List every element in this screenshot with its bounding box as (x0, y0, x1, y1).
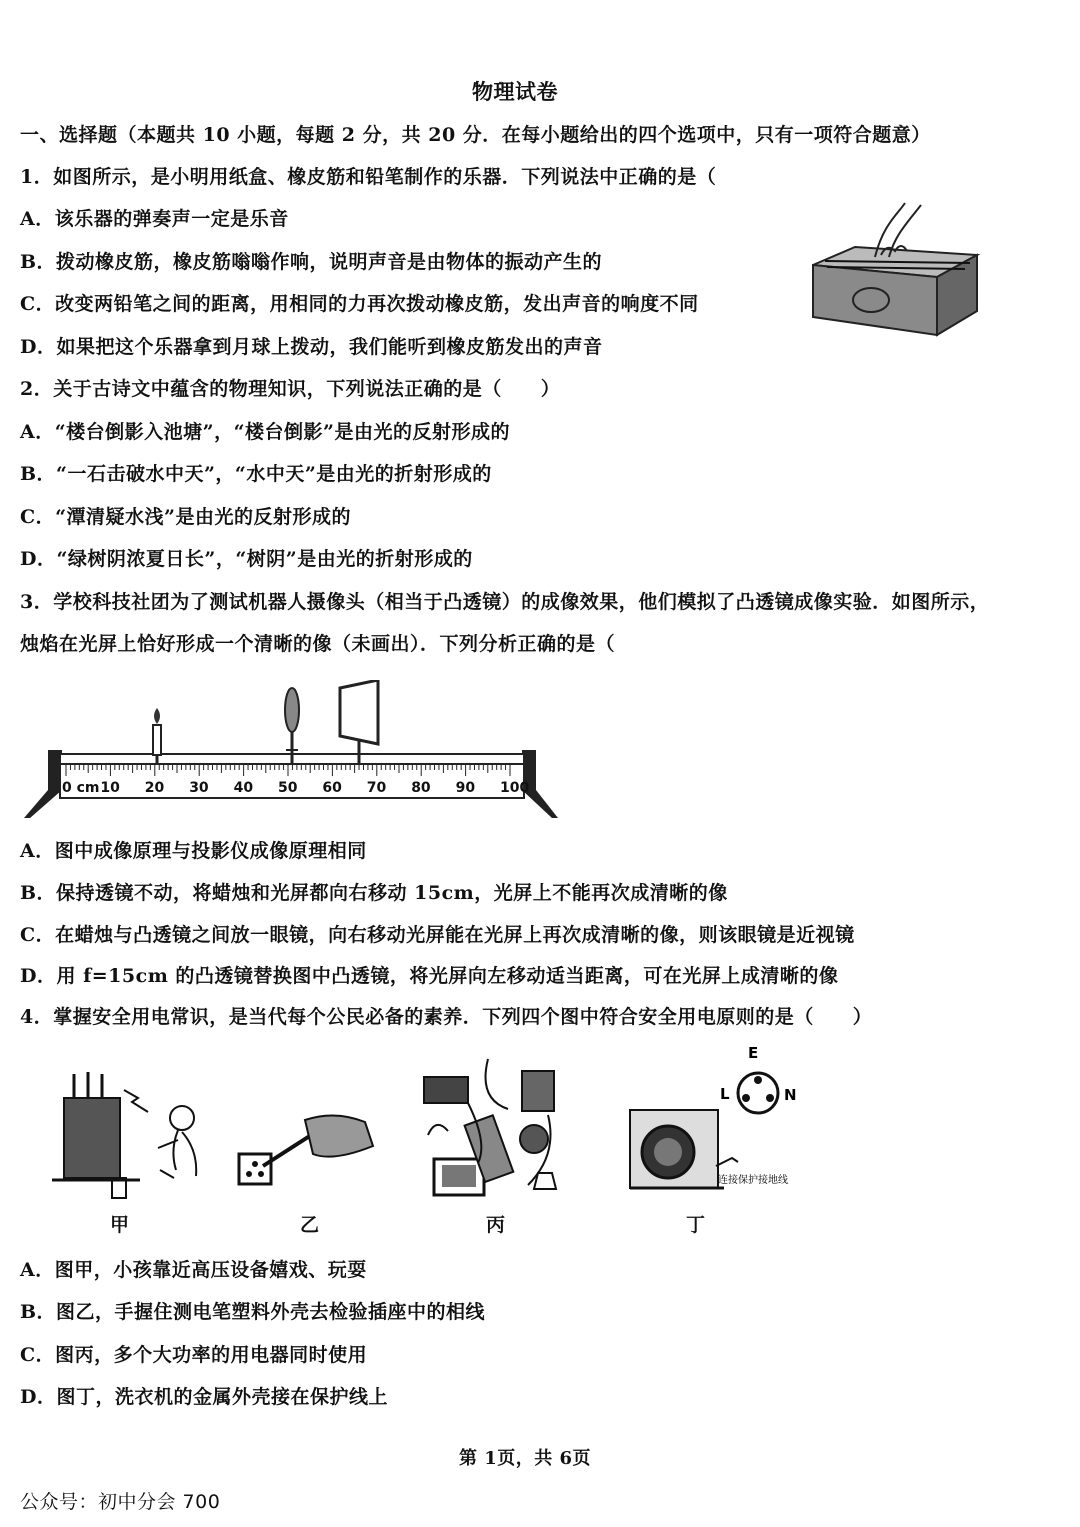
watermark: 公众号：初中分会 700 (20, 1491, 221, 1513)
ruler-label: 70 (366, 780, 387, 796)
convex-lens (285, 688, 299, 764)
question-4-stem: 4．掌握安全用电常识，是当代每个公民必备的素养．下列四个图中符合安全用电原则的是（ ） (20, 1006, 873, 1028)
instrument-box-figure (805, 195, 985, 345)
ruler-label: 50 (278, 780, 298, 796)
page-footer: 第 1页，共 6页 (458, 1448, 592, 1469)
q1-option-a: A．该乐器的弹奏声一定是乐音 (20, 208, 289, 230)
ruler-label: 30 (189, 780, 209, 796)
caption-bing: 丙 (486, 1214, 506, 1236)
ruler-label: 40 (233, 780, 254, 796)
q2-option-b: B．“一石击破水中天”，“水中天”是由光的折射形成的 (20, 463, 492, 485)
light-screen (340, 680, 378, 764)
page-title: 物理试卷 (472, 79, 558, 104)
q1-option-d: D．如果把这个乐器拿到月球上拨动，我们能听到橡皮筋发出的声音 (20, 336, 603, 358)
ground-wire-label: 连接保护接地线 (718, 1175, 788, 1186)
question-3-stem-line2: 烛焰在光屏上恰好形成一个清晰的像（未画出）．下列分析正确的是（ (20, 633, 616, 655)
figure-yi-test-pen (235, 1100, 385, 1195)
ruler-label: 80 (411, 780, 431, 796)
ruler-label: 90 (455, 780, 476, 796)
candle (153, 708, 161, 764)
q4-option-c: C．图丙，多个大功率的用电器同时使用 (20, 1344, 368, 1366)
figure-jia-high-voltage (50, 1070, 220, 1205)
q2-option-c: C．“潭清疑水浅”是由光的反射形成的 (20, 506, 351, 528)
socket-label-e: E (748, 1044, 759, 1062)
q2-option-d: D．“绿树阴浓夏日长”，“树阴”是由光的折射形成的 (20, 548, 473, 570)
q2-option-a: A．“楼台倒影入池塘”，“楼台倒影”是由光的反射形成的 (20, 421, 510, 443)
optical-bench-figure (22, 680, 562, 825)
q4-option-d: D．图丁，洗衣机的金属外壳接在保护线上 (20, 1386, 388, 1408)
ruler-label: 10 (100, 780, 120, 796)
question-2-stem: 2．关于古诗文中蕴含的物理知识，下列说法正确的是（ ） (20, 378, 561, 400)
ruler-label: 60 (322, 780, 342, 796)
caption-ding: 丁 (686, 1214, 706, 1236)
q1-option-c: C．改变两铅笔之间的距离，用相同的力再次拨动橡皮筋，发出声音的响度不同 (20, 293, 699, 315)
figure-ding-washer (620, 1040, 800, 1200)
q3-option-c: C．在蜡烛与凸透镜之间放一眼镜，向右移动光屏能在光屏上再次成清晰的像，则该眼镜是近视镜 (20, 924, 855, 946)
q4-option-a: A．图甲，小孩靠近高压设备嬉戏、玩耍 (20, 1259, 367, 1281)
q3-option-b: B．保持透镜不动，将蜡烛和光屏都向右移动 15cm，光屏上不能再次成清晰的像 (20, 882, 728, 904)
socket-label-n: N (784, 1086, 797, 1104)
socket-label-l: L (720, 1085, 730, 1103)
ruler-label: 100 (500, 780, 530, 796)
caption-yi: 乙 (300, 1214, 320, 1236)
q4-option-b: B．图乙，手握住测电笔塑料外壳去检验插座中的相线 (20, 1301, 486, 1323)
ruler-label: 20 (144, 780, 165, 796)
figure-bing-overload (418, 1055, 578, 1200)
caption-jia: 甲 (110, 1214, 130, 1236)
section-heading: 一、选择题（本题共 10 小题，每题 2 分，共 20 分．在每小题给出的四个选项中，只有一项符合题意） (20, 124, 931, 146)
q3-option-a: A．图中成像原理与投影仪成像原理相同 (20, 840, 367, 862)
ruler-label: 0 cm (62, 780, 100, 796)
q3-option-d: D．用 f=15cm 的凸透镜替换图中凸透镜，将光屏向左移动适当距离，可在光屏上成清晰的像 (20, 965, 839, 987)
question-3-stem-line1: 3．学校科技社团为了测试机器人摄像头（相当于凸透镜）的成像效果，他们模拟了凸透镜成像实验．如图所示， (20, 591, 990, 613)
q1-option-b: B．拨动橡皮筋，橡皮筋嗡嗡作响，说明声音是由物体的振动产生的 (20, 251, 603, 273)
question-1-stem: 1．如图所示，是小明用纸盒、橡皮筋和铅笔制作的乐器．下列说法中正确的是（ (20, 166, 717, 188)
